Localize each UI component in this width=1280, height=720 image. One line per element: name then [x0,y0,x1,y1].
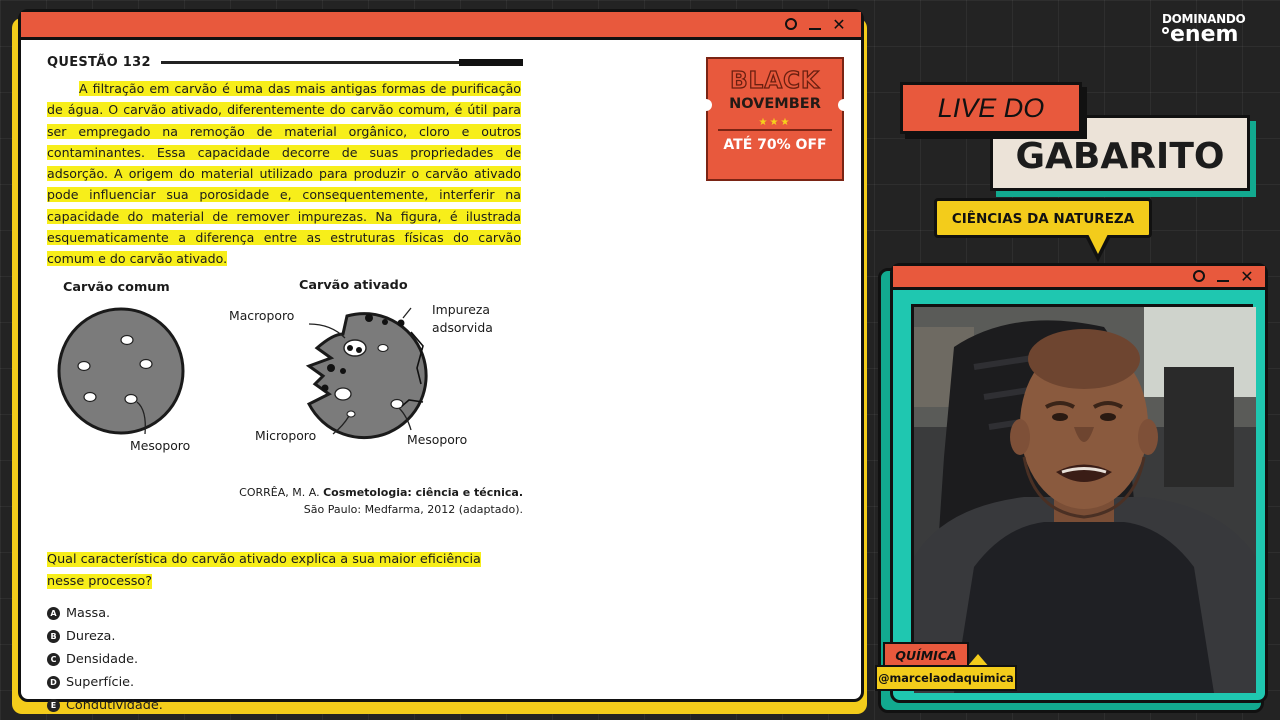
dominando-enem-logo [1162,12,1245,45]
handle-tag[interactable] [875,665,1017,691]
adsorbed-impurity [398,319,405,326]
label-microporo: Microporo [255,427,317,443]
common-pore [78,361,90,370]
close-icon[interactable]: ✕ [1240,266,1254,286]
subject-box [934,198,1152,238]
common-pore [140,359,152,368]
question-window-titlebar[interactable] [21,12,861,40]
option-e[interactable] [47,694,163,717]
minimize-icon[interactable] [1215,267,1231,285]
adsorbed-impurity [340,368,346,374]
presenter-video-illustration [914,307,1256,693]
restore-icon[interactable] [1191,267,1207,285]
promo-discount: ATÉ 70% OFF [723,137,827,153]
subject-title: CIÊNCIAS DA NATUREZA [951,211,1135,227]
logo-dot-icon [1162,27,1169,34]
option-text: Massa. [66,606,111,621]
webcam-titlebar[interactable] [893,266,1265,290]
promo-november: NOVEMBER [729,96,821,112]
option-letter-badge: A [47,607,60,620]
live-box [900,82,1082,134]
header-rule [161,61,523,64]
webcam-window-controls [1191,267,1255,285]
adsorbed-impurity [365,314,373,322]
label-adsorvida: adsorvida [432,319,493,335]
label-impureza: Impureza [432,301,490,317]
adsorbed-impurity [382,319,388,325]
label-mesoporo-right: Mesoporo [407,431,468,447]
carbon-figure [47,276,523,486]
option-letter-badge: B [47,630,60,643]
black-november-badge[interactable] [706,57,844,181]
label-mesoporo-left: Mesoporo [130,437,191,453]
option-c[interactable] [47,648,163,671]
figure-title-activated: Carvão ativado [299,277,408,293]
promo-divider [718,129,832,131]
option-d[interactable] [47,671,163,694]
gabarito-title: GABARITO [1015,136,1225,177]
window-controls [783,15,847,33]
common-pore [84,392,96,401]
question-page [47,52,523,713]
answer-options [47,602,163,717]
discipline-text: QUÍMICA [895,648,957,663]
common-carbon-disc [59,309,183,433]
option-letter-badge: E [47,699,60,712]
pore [335,388,351,400]
prompt-text: Qual característica do carvão ativado explica a sua maior eficiência nesse processo? [47,552,481,589]
adsorbed-impurity [327,364,335,372]
option-a[interactable] [47,602,163,625]
discipline-tag [883,642,969,667]
option-letter-badge: C [47,653,60,666]
source-author: CORRÊA, M. A. [239,486,320,499]
webcam-video [911,304,1253,690]
source-publisher: São Paulo: Medfarma, 2012 (adaptado). [303,503,523,516]
common-pore [121,335,133,344]
passage-text: A filtração em carvão é uma das mais antigas formas de purificação de água. O carvão ativado, diferentemente do carvão comum, é útil para ser empregado na remoção de material orgânico, cloro e outros contaminantes. Essa capacidade decorre de suas propriedades de adsorção. A origem do material utilizado para produzir o carvão ativado pode influenciar sua porosidade e, consequentemente, interferir na capacidade do material de remover impurezas. Na figura, é ilustrada esquematicamente a diferença entre as estruturas físicas do carvão comum e do carvão ativado. [47,81,521,267]
question-prompt [47,549,513,593]
pore [378,344,388,351]
webcam-window [890,263,1268,703]
option-b[interactable] [47,625,163,648]
option-text: Dureza. [66,629,116,644]
promo-black: BLACK [730,68,820,94]
option-text: Condutividade. [66,698,163,713]
label-macroporo: Macroporo [229,307,295,323]
adsorbed-impurity [322,384,329,391]
star-icon: ★★★ [758,117,792,128]
question-number: QUESTÃO 132 [47,54,151,70]
impureza-pointer [403,308,411,318]
handle-text: @marcelaodaquimica [878,672,1014,685]
speech-tail-inner [1088,234,1108,254]
activated-carbon-disc [309,313,426,437]
pore [391,399,403,408]
close-icon[interactable]: ✕ [832,14,846,34]
option-text: Densidade. [66,652,139,667]
option-text: Superfície. [66,675,135,690]
logo-top: DOMINANDO [1162,12,1246,26]
question-header [47,52,523,72]
logo-bottom-text: enem [1170,22,1239,47]
figure-source [239,484,523,518]
live-title: LIVE DO [937,93,1045,123]
common-pore [125,394,137,403]
logo-bottom [1162,22,1245,47]
minimize-icon[interactable] [807,15,823,33]
restore-icon[interactable] [783,15,799,33]
source-book: Cosmetologia: ciência e técnica. [323,486,523,499]
option-letter-badge: D [47,676,60,689]
question-passage [47,78,523,270]
figure-title-common: Carvão comum [63,279,170,295]
